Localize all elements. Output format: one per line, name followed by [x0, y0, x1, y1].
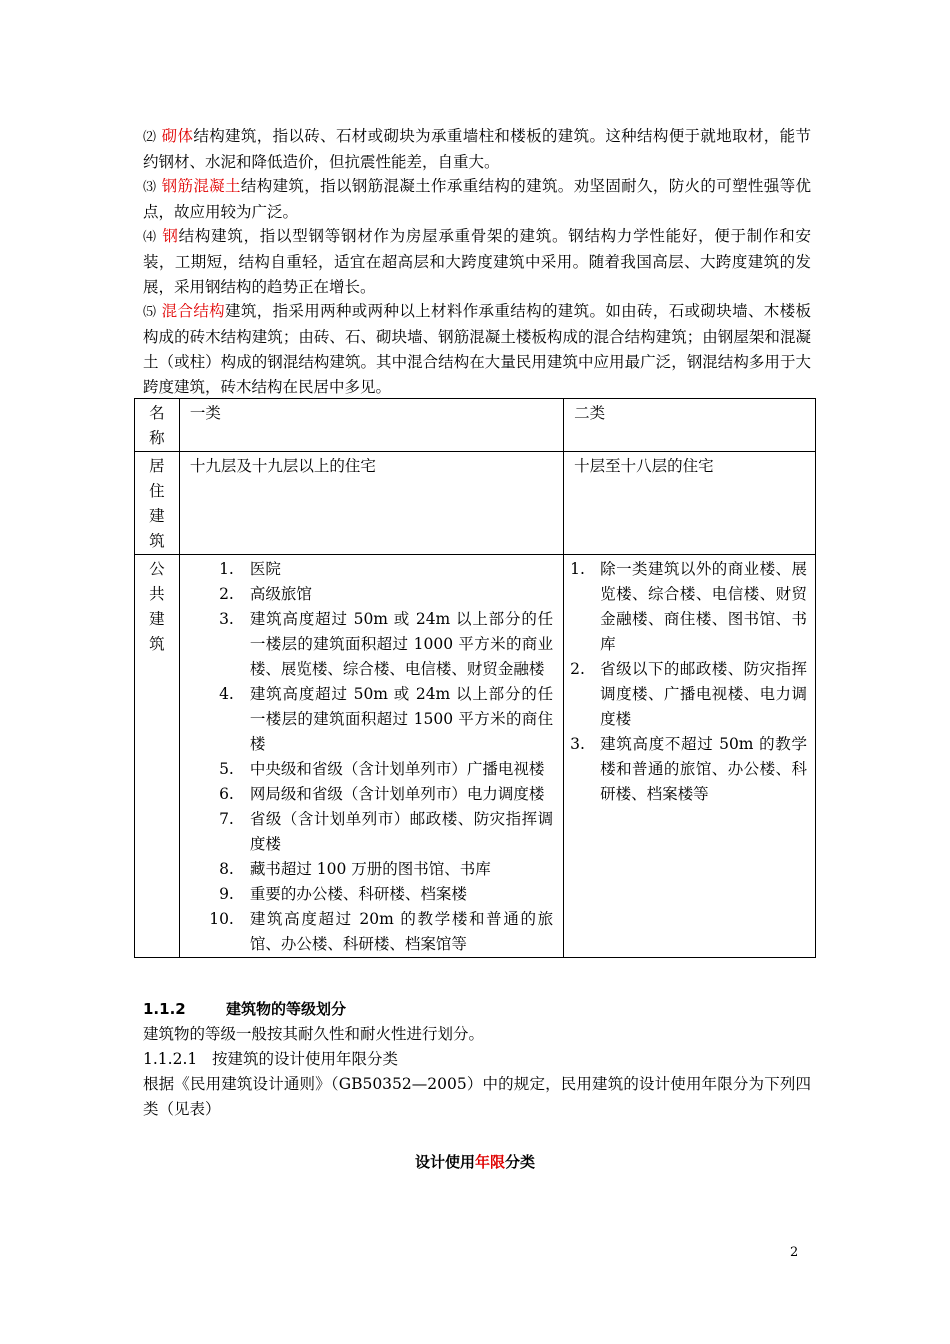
section-number: 1.1.2: [143, 1000, 186, 1018]
list-item-number: 3.: [219, 610, 234, 628]
highlighted-term: 砌体: [161, 127, 194, 145]
list-item-text: 建筑高度超过 20m 的教学楼和普通的旅馆、办公楼、科研楼、档案馆等: [249, 910, 554, 953]
list-item-text: 建筑高度超过 50m 或 24m 以上部分的任一楼层的建筑面积超过 1000 平方米的商业楼、展览楼、综合楼、电信楼、财贸金融楼: [249, 610, 554, 678]
list-item-number: 2.: [219, 585, 234, 603]
list-item: [570, 732, 807, 807]
list-item-text: 建筑高度不超过 50m 的教学楼和普通的旅馆、办公楼、科研楼、档案楼等: [600, 735, 807, 803]
table-row-residential: [135, 452, 816, 555]
paragraph-text: 结构建筑，指以砖、石材或砌块为承重墙柱和楼板的建筑。这种结构便于就地取材，能节约钢材、水泥和降低造价，但抗震性能差，自重大。: [143, 127, 811, 171]
list-item-text: 省级以下的邮政楼、防灾指挥调度楼、广播电视楼、电力调度楼: [600, 660, 807, 728]
building-classification-table: [134, 398, 816, 958]
public-class1-cell: [179, 555, 563, 958]
list-item: [180, 782, 553, 807]
paragraph-reinforced-concrete: [143, 174, 811, 225]
table-row-public: [135, 555, 816, 958]
public-class1-list: [180, 555, 563, 957]
list-item: [180, 907, 553, 957]
paragraph-steel: [143, 224, 811, 300]
public-class2-list: [564, 555, 815, 807]
list-item-number: 4.: [219, 685, 234, 703]
paragraph-number: ⑷: [143, 230, 157, 245]
list-item: [180, 757, 553, 782]
list-item: [180, 557, 553, 582]
table-header-row: [135, 399, 816, 452]
paragraph-number: ⑶: [143, 180, 157, 195]
list-item: [180, 882, 553, 907]
paragraph-number: ⑸: [143, 305, 157, 320]
list-item-number: 1.: [219, 560, 234, 578]
list-item-text: 藏书超过 100 万册的图书馆、书库: [249, 860, 491, 878]
header-class1-cell: 一类: [179, 399, 563, 452]
list-item: [180, 857, 553, 882]
list-item-number: 6.: [219, 785, 234, 803]
list-item-number: 1.: [570, 560, 585, 578]
header-name-cell: 名称: [135, 399, 180, 452]
highlighted-term: 混合结构: [161, 302, 226, 320]
paragraph-text: 结构建筑，指以型钢等钢材作为房屋承重骨架的建筑。钢结构力学性能好，便于制作和安装，工期短，结构自重轻，适宜在超高层和大跨度建筑中采用。随着我国高层、大跨度建筑的发展，采用钢结构的趋势正在增长。: [143, 227, 811, 296]
row-label-public: 公共建筑: [135, 555, 180, 958]
list-item-text: 高级旅馆: [249, 585, 312, 603]
section-intro: 建筑物的等级一般按其耐久性和耐火性进行划分。: [143, 1025, 485, 1043]
list-item: [180, 807, 553, 857]
list-item-text: 省级（含计划单列市）邮政楼、防灾指挥调度楼: [249, 810, 554, 853]
list-item-number: 10.: [209, 910, 234, 928]
list-item-number: 3.: [570, 735, 585, 753]
paragraph-number: ⑵: [143, 130, 157, 145]
list-item-number: 7.: [219, 810, 234, 828]
residential-class1-cell: 十九层及十九层以上的住宅: [179, 452, 563, 555]
list-item-number: 8.: [219, 860, 234, 878]
public-class2-cell: [564, 555, 816, 958]
list-item-number: 2.: [570, 660, 585, 678]
table-title: 设计使用年限分类: [414, 1153, 536, 1171]
list-item-number: 5.: [219, 760, 234, 778]
list-item-text: 建筑高度超过 50m 或 24m 以上部分的任一楼层的建筑面积超过 1500 平方米的商住楼: [249, 685, 554, 753]
list-item-number: 9.: [219, 885, 234, 903]
paragraph-masonry: [143, 124, 811, 175]
list-item: [570, 557, 807, 657]
header-class2-cell: 二类: [564, 399, 816, 452]
list-item: [180, 682, 553, 757]
page-number: 2: [790, 1245, 799, 1260]
list-item-text: 除一类建筑以外的商业楼、展览楼、综合楼、电信楼、财贸金融楼、商住楼、图书馆、书库: [600, 560, 807, 653]
list-item-text: 中央级和省级（含计划单列市）广播电视楼: [249, 760, 545, 778]
subsection-heading: 1.1.2.1 按建筑的设计使用年限分类: [143, 1050, 399, 1068]
list-item: [570, 657, 807, 732]
highlighted-term: 钢筋混凝土: [161, 177, 241, 195]
list-item-text: 网局级和省级（含计划单列市）电力调度楼: [249, 785, 545, 803]
list-item: [180, 582, 553, 607]
highlighted-term: 年限: [474, 1153, 505, 1171]
section-title: 建筑物的等级划分: [226, 1000, 347, 1018]
highlighted-term: 钢: [162, 227, 179, 245]
paragraph-mixed: [143, 299, 811, 400]
list-item: [180, 607, 553, 682]
residential-class2-cell: 十层至十八层的住宅: [564, 452, 816, 555]
list-item-text: 医院: [249, 560, 281, 578]
paragraph-text: 建筑，指采用两种或两种以上材料作承重结构的建筑。如由砖，石或砌块墙、木楼板构成的砖木结构建筑；由砖、石、砌块墙、钢筋混凝土楼板构成的混合结构建筑；由钢屋架和混凝土（或柱）构成的钢混结构建筑。其中混合结构在大量民用建筑中应用最广泛，钢混结构多用于大跨度建筑，砖木结构在民居中多见。: [143, 302, 811, 396]
subsection-text: 根据《民用建筑设计通则》（GB50352—2005）中的规定，民用建筑的设计使用年限分为下列四类（见表）: [143, 1075, 811, 1118]
row-label-residential: 居住建筑: [135, 452, 180, 555]
list-item-text: 重要的办公楼、科研楼、档案楼: [249, 885, 467, 903]
section-heading: [143, 998, 346, 1019]
paragraph-text: 结构建筑，指以钢筋混凝土作承重结构的建筑。劝坚固耐久，防火的可塑性强等优点，故应用较为广泛。: [143, 177, 811, 221]
